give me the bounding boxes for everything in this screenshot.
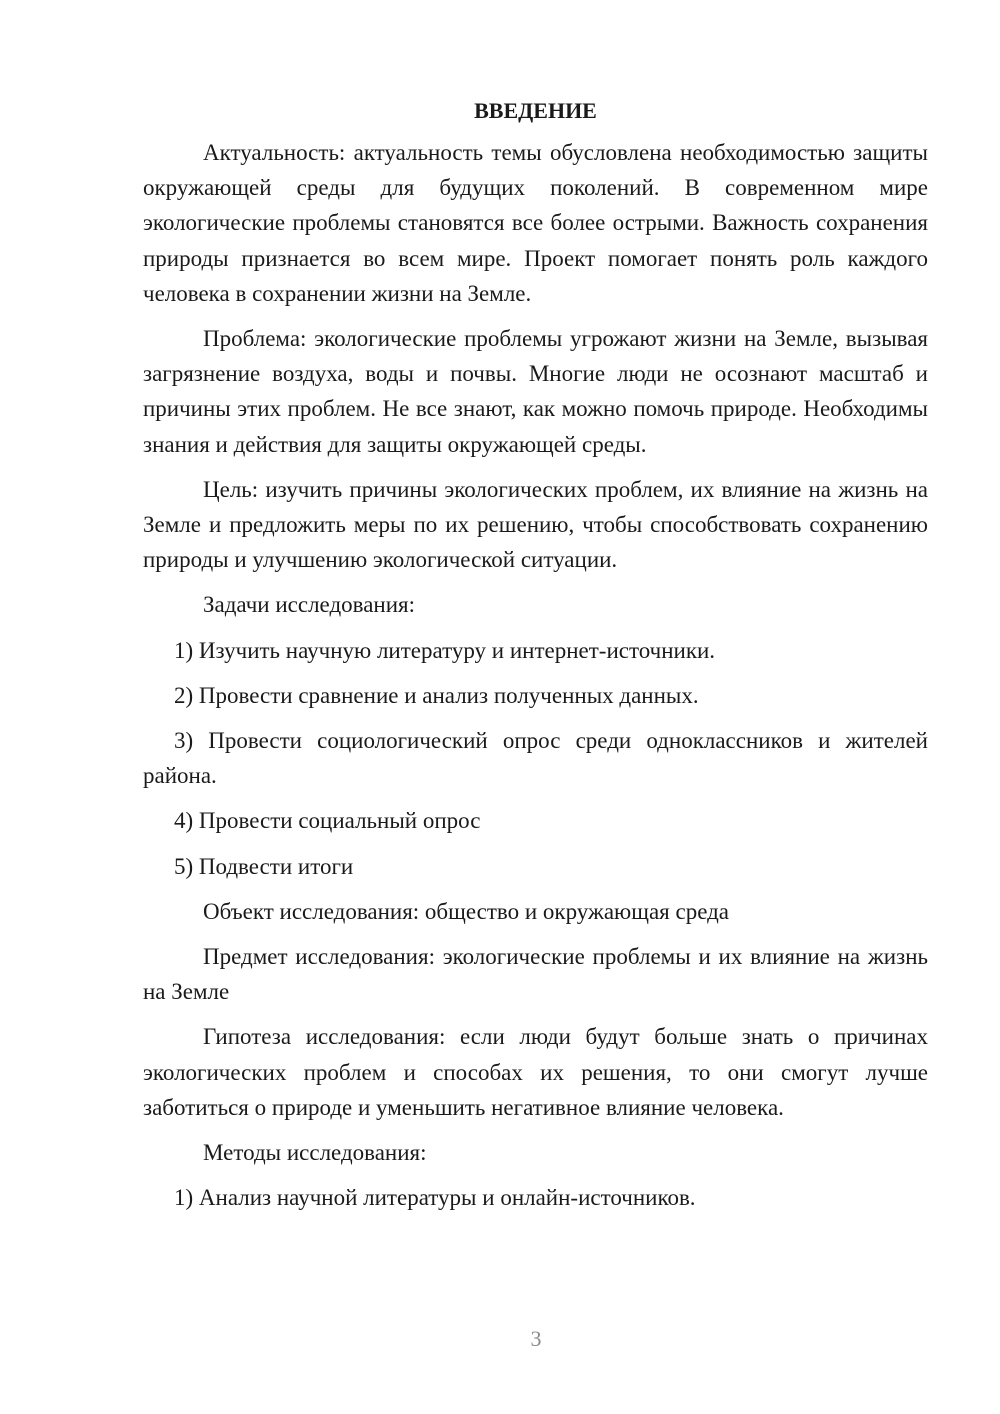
task-item-1: 1) Изучить научную литературу и интернет-источники. — [174, 637, 716, 663]
task-item-3: 3) Провести социологический опрос среди одноклассников и жителей района. — [143, 728, 928, 789]
paragraph-subject: Предмет исследования: экологические проблемы и их влияние на жизнь на Земле — [143, 944, 928, 1005]
paragraph-relevance: Актуальность: актуальность темы обусловлена необходимостью защиты окружающей среды для будущих поколений. В современном мире экологические проблемы становятся все более острыми. Важность сохранения природы признается во всем мире. Проект помогает понять роль каждого человека в сохранении жизни на Земле. — [143, 140, 928, 306]
paragraph-object: Объект исследования: общество и окружающая среда — [203, 898, 730, 924]
page-content — [143, 93, 928, 1225]
method-item-1: 1) Анализ научной литературы и онлайн-источников. — [174, 1185, 696, 1211]
paragraph-goal: Цель: изучить причины экологических проблем, их влияние на жизнь на Земле и предложить меры по их решению, чтобы способствовать сохранению природы и улучшению экологической ситуации. — [143, 476, 928, 573]
task-item-2: 2) Провести сравнение и анализ полученных данных. — [174, 682, 699, 708]
task-item-4: 4) Провести социальный опрос — [174, 808, 481, 834]
methods-heading: Методы исследования: — [203, 1140, 427, 1166]
paragraph-hypothesis: Гипотеза исследования: если люди будут больше знать о причинах экологических проблем и способах их решения, то они смогут лучше заботиться о природе и уменьшить негативное влияние человека. — [143, 1024, 928, 1120]
page-number: 3 — [530, 1326, 542, 1351]
section-title: ВВЕДЕНИЕ — [474, 98, 597, 123]
tasks-heading: Задачи исследования: — [203, 592, 416, 618]
paragraph-problem: Проблема: экологические проблемы угрожают жизни на Земле, вызывая загрязнение воздуха, воды и почвы. Многие люди не осознают масштаб и причины этих проблем. Не все знают, как можно помочь природе. Необходимы знания и действия для защиты окружающей среды. — [143, 326, 928, 457]
task-item-5: 5) Подвести итоги — [174, 853, 354, 879]
